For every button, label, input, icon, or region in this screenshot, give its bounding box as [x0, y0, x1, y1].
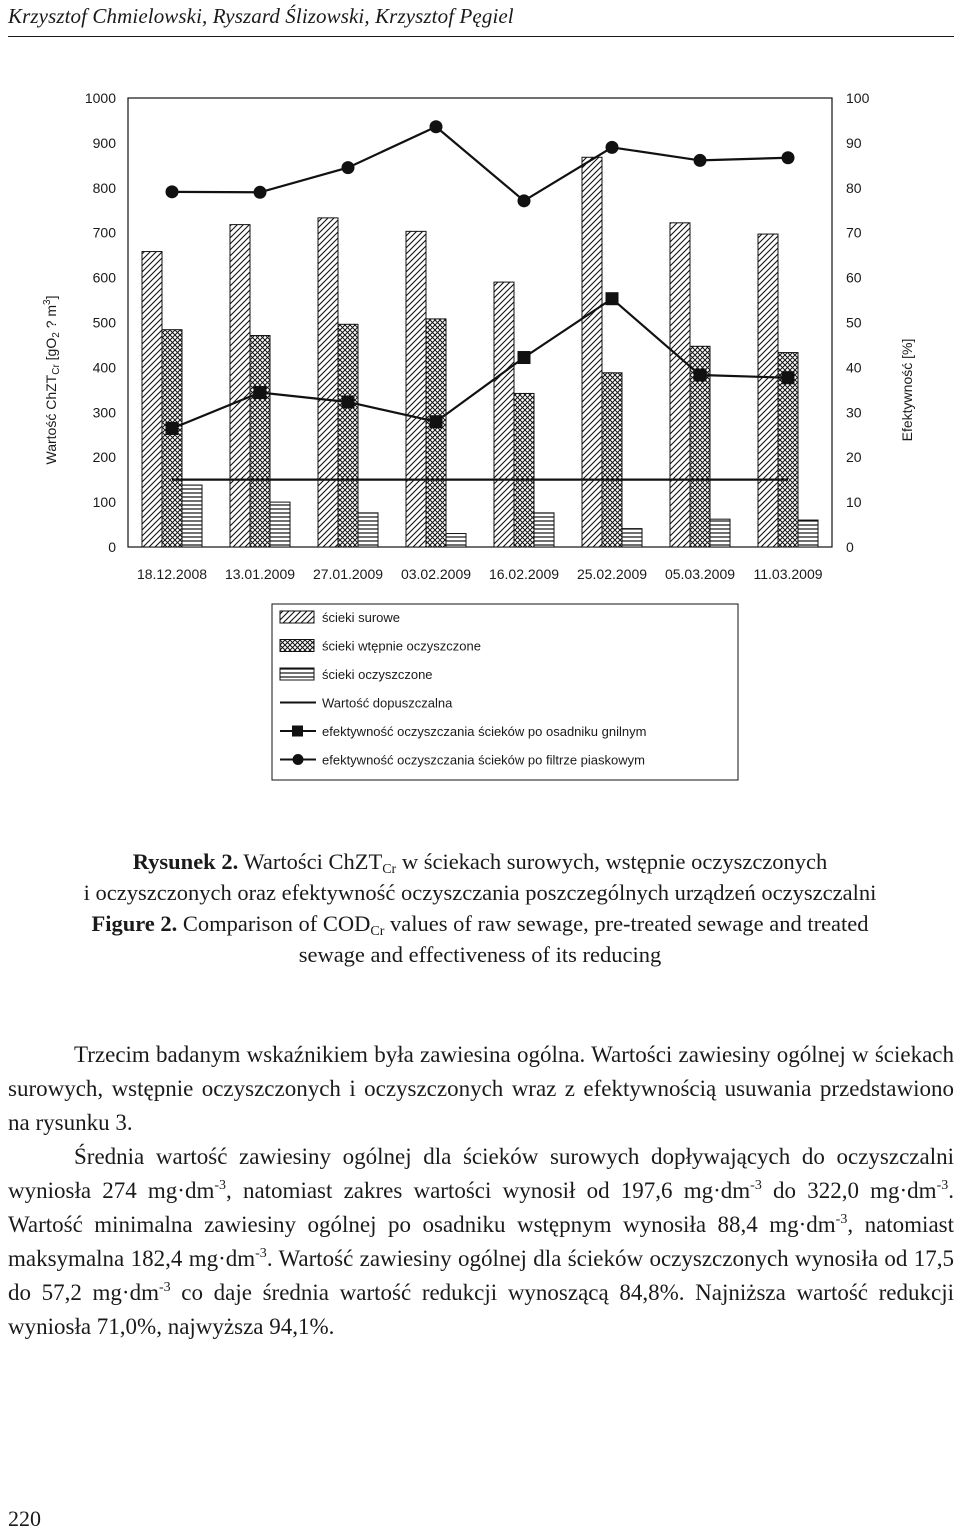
y-tick-label: 800 [92, 179, 116, 196]
x-tick-label: 27.01.2009 [312, 566, 384, 582]
legend-swatch [280, 611, 314, 623]
bar-horiz [622, 529, 642, 547]
circle-marker [606, 141, 619, 154]
legend-square-marker [292, 726, 303, 737]
caption-pl-text-a: Wartości ChZT [238, 849, 383, 874]
p2-seg-e: , natomiast maksymalna 182,4 mg·dm [8, 1212, 954, 1271]
circle-marker [166, 185, 179, 198]
bar-cross [426, 319, 446, 547]
circle-marker [430, 120, 443, 133]
exponent: -3 [255, 1246, 267, 1261]
bar-horiz [534, 513, 554, 547]
exponent: -3 [936, 1178, 949, 1193]
x-tick-label: 05.03.2009 [664, 566, 736, 582]
legend-circle-marker [293, 754, 304, 765]
y2-tick-label: 50 [846, 314, 862, 331]
exponent: -3 [835, 1212, 848, 1227]
exponent: -3 [214, 1178, 227, 1193]
bar-diag [230, 225, 250, 547]
caption-en-sub: Cr [370, 924, 385, 939]
caption-pl-label: Rysunek 2. [132, 849, 239, 874]
x-tick-label: 18.12.2008 [136, 566, 208, 582]
header-rule [8, 36, 954, 37]
bar-cross [338, 324, 358, 547]
legend-label: Wartość dopuszczalna [322, 695, 453, 711]
p2-seg-d: . Wartość minimalna zawiesiny ogólnej po osadniku wstępnym wynosiła 88,4 mg·dm [8, 1178, 954, 1237]
bar-horiz [270, 502, 290, 547]
page-number: 220 [8, 1506, 41, 1531]
bar-cross [514, 393, 534, 547]
bar-cross [162, 330, 182, 547]
x-tick-label: 11.03.2009 [753, 566, 823, 582]
y2-tick-label: 20 [846, 449, 862, 466]
bar-horiz [798, 520, 818, 547]
legend-swatch [280, 640, 314, 652]
p2-seg-g: co daje średnia wartość redukcji wynoszącą 84,8%. Najniższa wartość redukcji wyniosła 71,0%, najwyższa 94,1%. [8, 1280, 954, 1339]
circle-marker [518, 194, 531, 207]
bar-diag [582, 157, 602, 547]
y2-tick-label: 0 [846, 539, 854, 555]
bar-horiz [446, 534, 466, 547]
running-header: Krzysztof Chmielowski, Ryszard Ślizowski, Krzysztof Pęgiel [8, 4, 514, 28]
bar-cross [250, 336, 270, 547]
body-text [8, 1038, 954, 1344]
y2-tick-label: 60 [846, 269, 862, 286]
y2-tick-label: 100 [846, 90, 870, 106]
square-marker [606, 292, 619, 305]
legend-label: efektywność oczyszczania ścieków po osadniku gnilnym [322, 724, 647, 739]
bar-diag [406, 231, 426, 547]
caption-en-text-a: Comparison of COD [177, 911, 371, 936]
y-tick-label: 900 [92, 134, 116, 151]
x-tick-label: 16.02.2009 [488, 566, 560, 582]
y-tick-label: 200 [92, 449, 116, 466]
square-marker [694, 369, 707, 382]
y-tick-label: 300 [92, 404, 116, 421]
square-marker [518, 351, 531, 364]
p2-seg-f: . Wartość zawiesiny ogólnej dla ścieków oczyszczonych wynosiła od 17,5 do 57,2 mg·dm [8, 1246, 954, 1305]
legend-label: ścieki surowe [322, 610, 401, 625]
p2-seg-c: do 322,0 mg·dm [761, 1178, 937, 1203]
legend-label: ścieki wtępnie oczyszczone [322, 638, 481, 654]
bar-diag [142, 252, 162, 547]
legend-label: efektywność oczyszczania ścieków po filtrze piaskowym [322, 752, 645, 768]
y-tick-label: 0 [108, 539, 116, 555]
y2-tick-label: 80 [846, 179, 862, 196]
caption-pl-sub: Cr [382, 862, 397, 877]
square-marker [166, 422, 179, 435]
p2-seg-a: Średnia wartość zawiesiny ogólnej dla ścieków surowych dopływających do oczyszczalni wyniosła 274 mg·dm [8, 1144, 954, 1203]
x-tick-label: 03.02.2009 [400, 566, 472, 582]
square-marker [430, 415, 443, 428]
right-axis-title: Efektywność [%] [899, 338, 915, 442]
bar-diag [670, 223, 690, 547]
y2-tick-label: 30 [846, 404, 862, 421]
caption-en-label: Figure 2. [91, 911, 178, 936]
y-tick-label: 600 [92, 269, 116, 286]
caption-pl-text-b: w ściekach surowych, wstępnie oczyszczonych [396, 849, 828, 874]
y-tick-label: 700 [92, 224, 116, 241]
bar-horiz [710, 519, 730, 547]
left-axis-title: Wartość ChZT$_{Cr}$ [$gO_2$ ? $m^3$] [42, 295, 62, 465]
p2-seg-b: , natomiast zakres wartości wynosił od 197,6 mg·dm [226, 1178, 751, 1203]
caption-pl-line2: i oczyszczonych oraz efektywność oczyszczania poszczególnych urządzeń oczyszczalni [83, 880, 877, 905]
y2-tick-label: 70 [846, 224, 862, 241]
legend-swatch [280, 668, 314, 680]
bar-horiz [358, 513, 378, 547]
circle-marker [254, 186, 267, 199]
caption-en-text-b: values of raw sewage, pre-treated sewage and treated [384, 911, 869, 936]
square-marker [342, 395, 355, 408]
bar-diag [758, 234, 778, 547]
figure-2-chart [0, 60, 960, 790]
square-marker [254, 386, 267, 399]
bar-cross [602, 373, 622, 547]
circle-marker [342, 161, 355, 174]
bar-diag [494, 282, 514, 547]
square-marker [782, 371, 795, 384]
y2-tick-label: 10 [846, 494, 862, 511]
caption-english [0, 908, 960, 970]
caption-en-line2: sewage and effectiveness of its reducing [298, 942, 662, 967]
exponent: -3 [158, 1280, 171, 1295]
y2-tick-label: 90 [846, 134, 862, 151]
circle-marker [782, 151, 795, 164]
paragraph-2 [8, 1140, 954, 1344]
bar-diag [318, 218, 338, 547]
exponent: -3 [750, 1178, 762, 1193]
legend-label: ścieki oczyszczone [322, 667, 433, 682]
y-tick-label: 400 [92, 359, 116, 376]
bar-horiz [182, 485, 202, 547]
y2-tick-label: 40 [846, 359, 862, 376]
y-tick-label: 100 [92, 494, 116, 511]
circle-marker [694, 154, 707, 167]
y-tick-label: 1000 [84, 90, 116, 106]
y-tick-label: 500 [92, 314, 116, 331]
x-tick-label: 25.02.2009 [576, 566, 648, 582]
paragraph-1: Trzecim badanym wskaźnikiem była zawiesina ogólna. Wartości zawiesiny ogólnej w ściekach surowych, wstępnie oczyszczonych i oczyszczonych wraz z efektywnością usuwania przedstawiono na rysunku 3. [8, 1042, 954, 1135]
caption-polish [0, 846, 960, 908]
x-tick-label: 13.01.2009 [224, 566, 296, 582]
